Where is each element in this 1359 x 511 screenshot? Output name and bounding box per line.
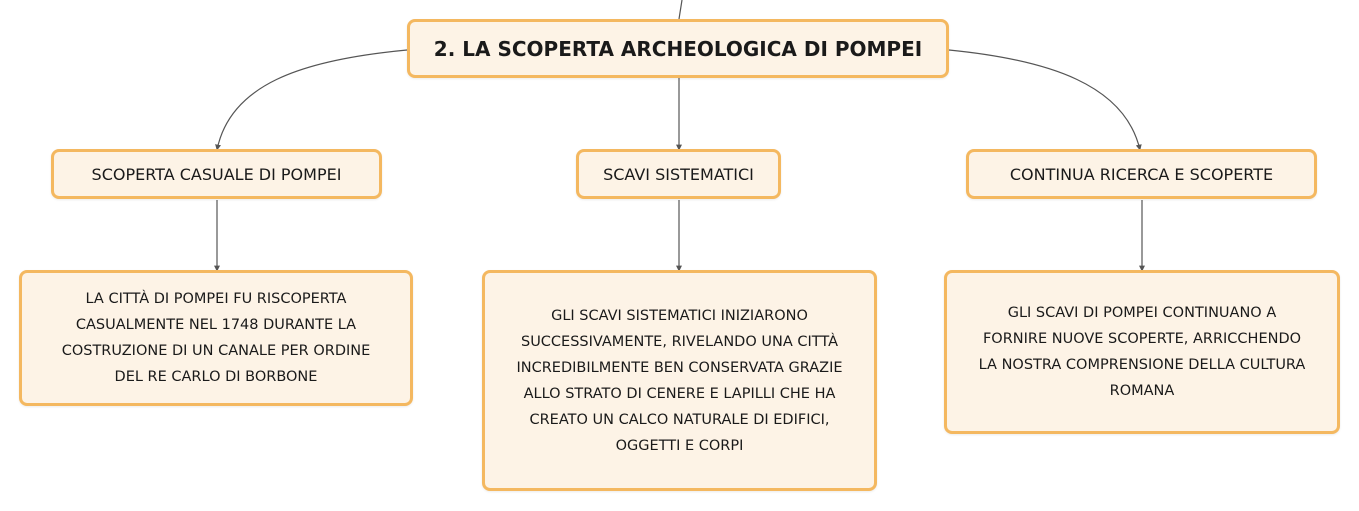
branch-node-continua-ricerca[interactable] [966,149,1317,199]
detail-line: CREATO UN CALCO NATURALE DI EDIFICI, [529,411,830,428]
root-title: 2. LA SCOPERTA ARCHEOLOGICA DI POMPEI [433,36,923,61]
detail-text [979,300,1306,404]
detail-line: GLI SCAVI SISTEMATICI INIZIARONO [551,307,808,324]
branch-node-scoperta-casuale[interactable] [51,149,382,199]
branch-label: CONTINUA RICERCA E SCOPERTE [1009,164,1274,184]
detail-line: ROMANA [1109,383,1175,399]
connector-root-to-branch-1 [217,50,407,150]
detail-line: DEL RE CARLO DI BORBONE [114,369,318,385]
detail-line: FORNIRE NUOVE SCOPERTE, ARRICCHENDO [982,331,1302,347]
detail-node-scoperta-casuale[interactable] [19,270,413,406]
detail-line: OGGETTI E CORPI [615,437,744,454]
detail-line: SUCCESSIVAMENTE, RIVELANDO UNA CITTÀ [520,333,839,350]
detail-line: INCREDIBILMENTE BEN CONSERVATA GRAZIE [516,359,843,376]
detail-node-continua-ricerca[interactable] [944,270,1340,434]
connector-root-to-branch-3 [949,50,1140,150]
detail-line: GLI SCAVI DI POMPEI CONTINUANO A [1007,305,1277,321]
root-node[interactable] [407,19,949,78]
detail-line: CASUALMENTE NEL 1748 DURANTE LA [75,317,357,333]
detail-line: COSTRUZIONE DI UN CANALE PER ORDINE [61,343,371,359]
detail-node-scavi-sistematici[interactable] [482,270,877,491]
parent-connector-line [679,0,682,19]
detail-line: LA CITTÀ DI POMPEI FU RISCOPERTA [85,291,347,307]
detail-text [516,303,842,459]
detail-line: LA NOSTRA COMPRENSIONE DELLA CULTURA [978,357,1306,373]
branch-label: SCOPERTA CASUALE DI POMPEI [91,164,342,184]
detail-text [62,286,371,390]
detail-line: ALLO STRATO DI CENERE E LAPILLI CHE HA [523,385,836,402]
branch-label: SCAVI SISTEMATICI [603,164,754,184]
branch-node-scavi-sistematici[interactable] [576,149,781,199]
